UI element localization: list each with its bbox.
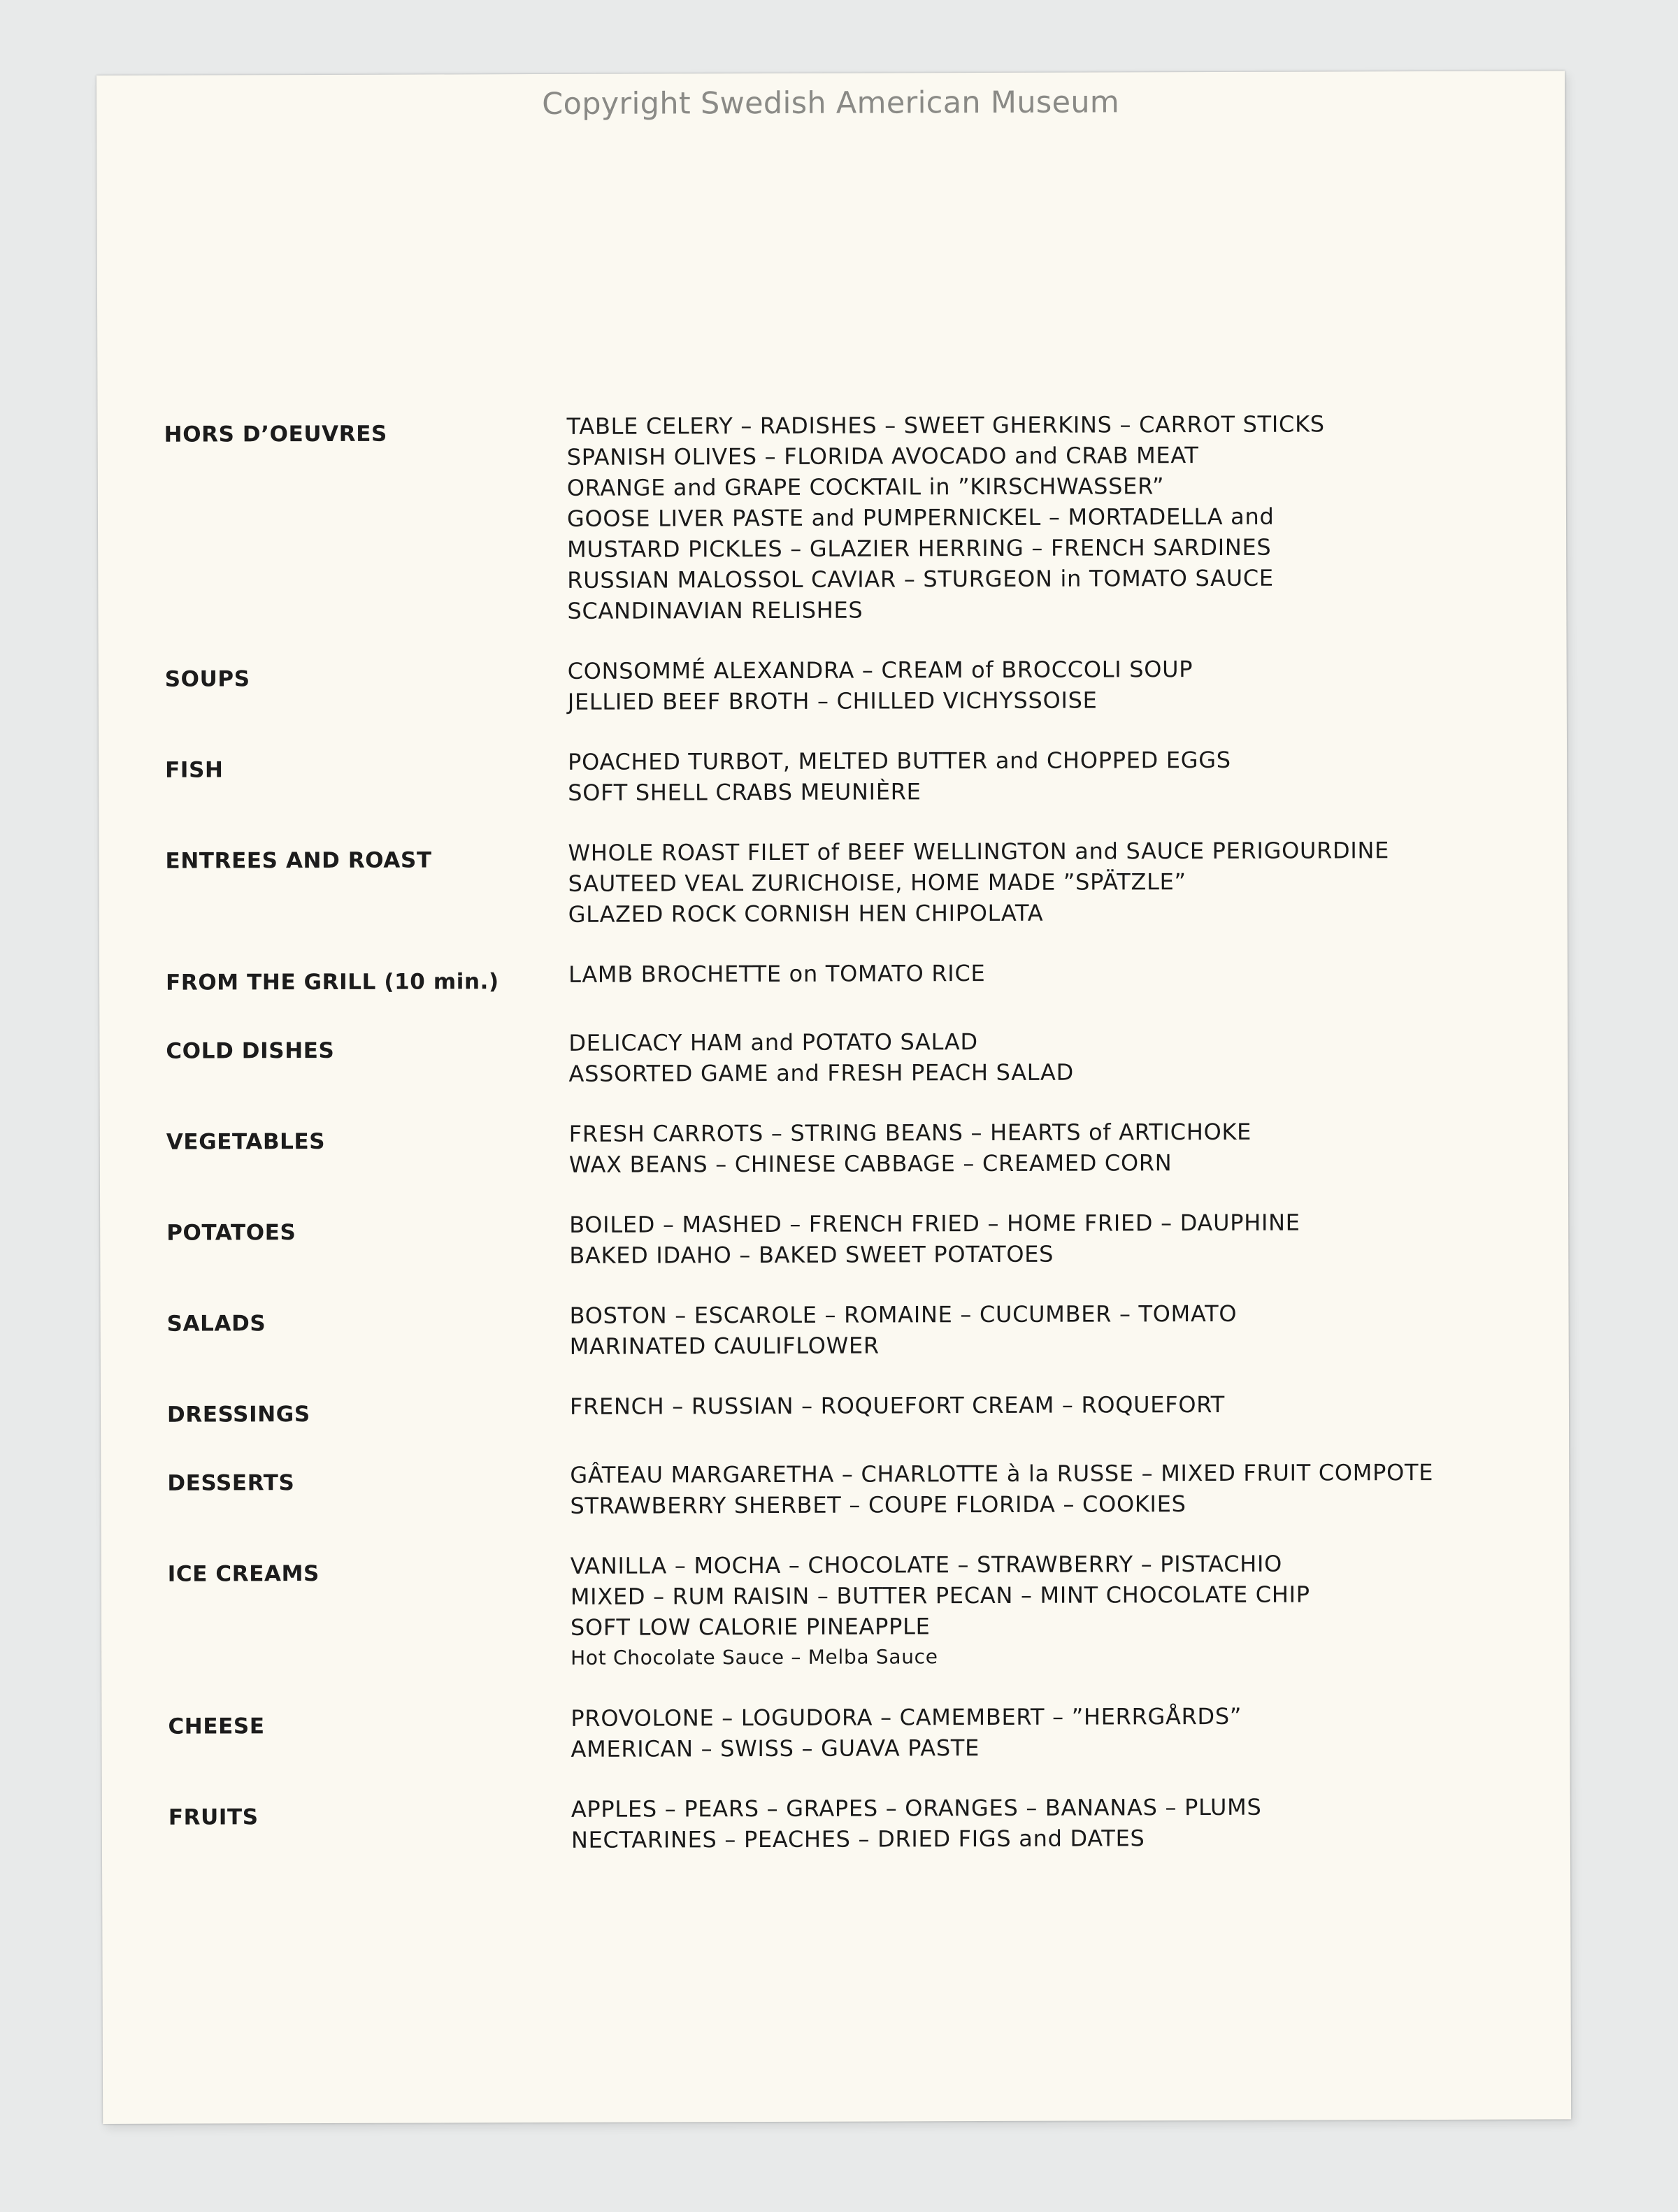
dish-line: GOOSE LIVER PASTE and PUMPERNICKEL – MORTADELLA and (566, 503, 1275, 532)
course-title: ENTREES AND ROAST (165, 847, 432, 874)
course-dishes (569, 1115, 1551, 1179)
course-dishes (568, 1024, 1550, 1089)
dish-line: AMERICAN – SWISS – GUAVA PASTE (571, 1735, 980, 1762)
course-title: ICE CREAMS (167, 1561, 320, 1587)
course-title: DESSERTS (167, 1470, 295, 1496)
course-cheese (168, 1700, 1552, 1765)
course-title: COLD DISHES (166, 1037, 335, 1064)
sauce-line: Hot Chocolate Sauce – Melba Sauce (571, 1645, 938, 1669)
course-title: SOUPS (164, 666, 250, 692)
dish-line: FRESH CARROTS – STRING BEANS – HEARTS of ARTICHOKE (568, 1118, 1252, 1147)
dish-line: GÂTEAU MARGARETHA – CHARLOTTE à la RUSSE – MIXED FRUIT COMPOTE (570, 1459, 1434, 1488)
dish-line: JELLIED BEEF BROTH – CHILLED VICHYSSOISE (567, 687, 1098, 715)
dish-line: MIXED – RUM RAISIN – BUTTER PECAN – MINT CHOCOLATE CHIP (570, 1581, 1310, 1610)
course-title: FRUITS (168, 1804, 259, 1830)
dish-line: BOSTON – ESCAROLE – ROMAINE – CUCUMBER – TOMATO (569, 1300, 1238, 1329)
dish-line: RUSSIAN MALOSSOL CAVIAR – STURGEON in TOMATO SAUCE (567, 564, 1274, 594)
menu-sheet (96, 71, 1571, 2124)
course-dishes (571, 1790, 1553, 1855)
course-vegetables (166, 1115, 1551, 1181)
dish-line: FRENCH – RUSSIAN – ROQUEFORT CREAM – ROQUEFORT (569, 1391, 1226, 1420)
course-hors-doeuvres (164, 408, 1549, 627)
dish-line: SPANISH OLIVES – FLORIDA AVOCADO and CRAB MEAT (566, 442, 1199, 471)
dish-line: SAUTEED VEAL ZURICHOISE, HOME MADE ”SPÄTZLE” (568, 868, 1186, 897)
dish-line: NECTARINES – PEACHES – DRIED FIGS and DATES (571, 1825, 1145, 1853)
dish-line: LAMB BROCHETTE on TOMATO RICE (568, 960, 986, 988)
dish-line: BOILED – MASHED – FRENCH FRIED – HOME FRIED – DAUPHINE (569, 1209, 1300, 1238)
course-dishes (571, 1547, 1553, 1673)
course-dishes (568, 956, 1550, 989)
course-title: POTATOES (166, 1220, 296, 1246)
course-ice-creams (168, 1547, 1553, 1674)
dish-line: STRAWBERRY SHERBET – COUPE FLORIDA – COOKIES (570, 1491, 1186, 1519)
dish-line: GLAZED ROCK CORNISH HEN CHIPOLATA (568, 899, 1044, 928)
course-salads (167, 1297, 1551, 1363)
dish-line: MARINATED CAULIFLOWER (569, 1332, 880, 1360)
dish-line: ASSORTED GAME and FRESH PEACH SALAD (568, 1058, 1075, 1087)
dish-line: POACHED TURBOT, MELTED BUTTER and CHOPPED EGGS (568, 746, 1231, 775)
course-dishes (570, 1456, 1551, 1521)
dish-line: TABLE CELERY – RADISHES – SWEET GHERKINS – CARROT STICKS (566, 410, 1325, 440)
dish-line: SCANDINAVIAN RELISHES (567, 596, 863, 624)
course-cold-dishes (166, 1024, 1550, 1090)
dish-line: SOFT LOW CALORIE PINEAPPLE (570, 1613, 931, 1641)
course-from-the-grill (166, 956, 1550, 998)
menu-list (164, 408, 1553, 1856)
dish-line: BAKED IDAHO – BAKED SWEET POTATOES (569, 1240, 1054, 1269)
course-dishes (568, 834, 1549, 929)
course-dishes (567, 408, 1549, 626)
course-fish (165, 743, 1549, 809)
dish-line: APPLES – PEARS – GRAPES – ORANGES – BANANAS – PLUMS (571, 1793, 1262, 1823)
course-title: CHEESE (168, 1714, 265, 1739)
course-title: VEGETABLES (166, 1128, 326, 1155)
dish-line: ORANGE and GRAPE COCKTAIL in ”KIRSCHWASSER” (566, 473, 1165, 501)
dish-line: DELICACY HAM and POTATO SALAD (568, 1028, 978, 1056)
course-desserts (167, 1456, 1551, 1522)
course-dishes (570, 1297, 1551, 1361)
dish-line: WAX BEANS – CHINESE CABBAGE – CREAMED CORN (568, 1149, 1173, 1178)
dish-line: CONSOMMÉ ALEXANDRA – CREAM of BROCCOLI SOUP (567, 656, 1193, 684)
dish-line: MUSTARD PICKLES – GLAZIER HERRING – FRENCH SARDINES (567, 533, 1272, 563)
course-title: FISH (165, 757, 224, 783)
course-dishes (571, 1700, 1552, 1764)
course-dishes (568, 743, 1549, 807)
course-soups (165, 652, 1549, 718)
course-title: SALADS (166, 1311, 266, 1337)
course-fruits (168, 1790, 1553, 1856)
dish-line: WHOLE ROAST FILET of BEEF WELLINGTON and SAUCE PERIGOURDINE (568, 837, 1390, 866)
course-title: HORS D’OEUVRES (164, 421, 387, 447)
course-title: FROM THE GRILL (10 min.) (166, 969, 499, 996)
copyright-watermark: Copyright Swedish American Museum (542, 85, 1120, 122)
dish-line: PROVOLONE – LOGUDORA – CAMEMBERT – ”HERRGÅRDS” (571, 1702, 1242, 1732)
course-dishes (569, 1206, 1551, 1270)
course-title: DRESSINGS (166, 1402, 310, 1428)
dish-line: VANILLA – MOCHA – CHOCOLATE – STRAWBERRY – PISTACHIO (570, 1550, 1283, 1579)
course-potatoes (166, 1206, 1551, 1272)
course-dishes (568, 652, 1549, 717)
course-dishes (570, 1388, 1551, 1421)
course-entrees-and-roast (165, 834, 1549, 931)
dish-line: SOFT SHELL CRABS MEUNIÈRE (568, 778, 922, 806)
course-dressings (167, 1388, 1551, 1430)
